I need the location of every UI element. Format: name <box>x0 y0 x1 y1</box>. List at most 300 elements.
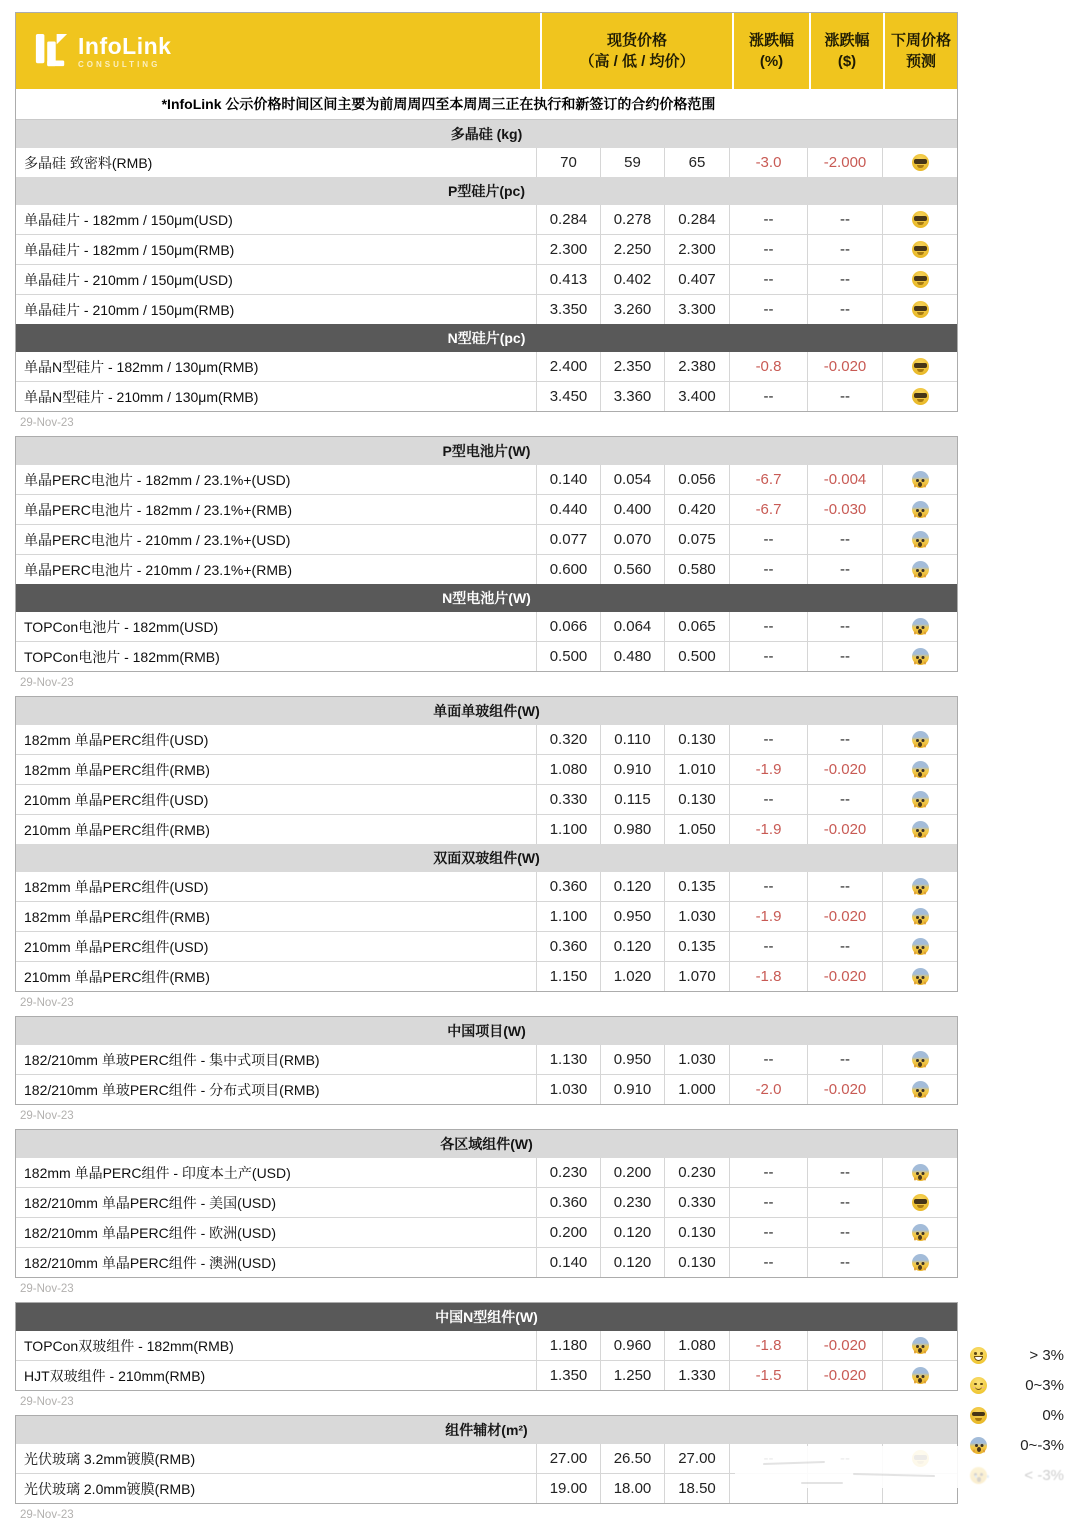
price-avg: 1.000 <box>664 1075 729 1104</box>
table-row <box>16 1247 957 1277</box>
price-avg: 0.075 <box>664 525 729 554</box>
legend-item <box>962 1400 1066 1430</box>
emoji-legend <box>962 1340 1066 1490</box>
section-header: P型电池片(W) <box>16 437 957 465</box>
price-high: 1.100 <box>536 815 600 844</box>
product-name: 单晶N型硅片 - 182mm / 130μm(RMB) <box>24 358 259 375</box>
change-amount: -- <box>807 265 882 294</box>
price-high: 2.300 <box>536 235 600 264</box>
change-amount: -0.020 <box>807 815 882 844</box>
price-avg: 27.00 <box>664 1444 729 1473</box>
price-low: 0.400 <box>600 495 664 524</box>
date-stamp: 29-Nov-23 <box>20 417 74 429</box>
change-percent: -- <box>729 295 807 324</box>
change-amount: -- <box>807 932 882 961</box>
forecast-cell <box>882 295 957 324</box>
scream-emoji-icon <box>912 761 929 778</box>
price-high: 3.350 <box>536 295 600 324</box>
change-amount: -- <box>807 1045 882 1074</box>
price-low: 0.278 <box>600 205 664 234</box>
change-percent: -1.9 <box>729 902 807 931</box>
price-high: 1.350 <box>536 1361 600 1390</box>
price-avg: 1.070 <box>664 962 729 991</box>
price-note: *InfoLink 公示价格时间区间主要为前周周四至本周周三正在执行和新签订的合约价格范围 <box>16 89 957 120</box>
price-avg: 1.050 <box>664 815 729 844</box>
price-avg: 1.080 <box>664 1331 729 1360</box>
forecast-cell <box>882 962 957 991</box>
change-amount: -0.020 <box>807 755 882 784</box>
price-low: 0.230 <box>600 1188 664 1217</box>
sunglasses-emoji-icon <box>912 154 929 171</box>
column-header-change-percent <box>732 13 809 89</box>
column-header-line: （高 / 低 / 均价） <box>579 53 695 70</box>
price-high: 0.066 <box>536 612 600 641</box>
date-stamp: 29-Nov-23 <box>20 1283 74 1295</box>
product-name: 210mm 单晶PERC组件(RMB) <box>24 821 210 838</box>
change-percent: -- <box>729 932 807 961</box>
change-amount: -- <box>807 525 882 554</box>
price-low: 1.250 <box>600 1361 664 1390</box>
change-percent: -- <box>729 1158 807 1187</box>
price-high: 1.100 <box>536 902 600 931</box>
price-avg: 0.135 <box>664 872 729 901</box>
change-amount: -- <box>807 725 882 754</box>
date-stamp: 29-Nov-23 <box>20 1509 74 1521</box>
scream-emoji-icon <box>912 561 929 578</box>
change-amount: -- <box>807 612 882 641</box>
price-table-block <box>15 696 958 992</box>
forecast-cell <box>882 525 957 554</box>
table-row <box>16 352 957 381</box>
price-high: 19.00 <box>536 1474 600 1503</box>
price-high: 0.600 <box>536 555 600 584</box>
column-header-forecast <box>883 13 957 89</box>
forecast-cell <box>882 642 957 671</box>
column-header-line: 下周价格 <box>890 32 951 49</box>
change-percent: -- <box>729 555 807 584</box>
infolink-logo <box>16 13 540 89</box>
change-amount: -- <box>807 872 882 901</box>
legend-label: 0~3% <box>1025 1376 1064 1394</box>
section-header: 各区域组件(W) <box>16 1130 957 1158</box>
table-header <box>16 13 957 89</box>
forecast-cell <box>882 465 957 494</box>
forecast-cell <box>882 1218 957 1247</box>
price-high: 0.360 <box>536 932 600 961</box>
sunglasses-emoji-icon <box>912 358 929 375</box>
forecast-cell <box>882 1331 957 1360</box>
product-name: TOPCon双玻组件 - 182mm(RMB) <box>24 1337 234 1354</box>
price-high: 0.230 <box>536 1158 600 1187</box>
price-avg: 0.580 <box>664 555 729 584</box>
scream-emoji-icon <box>970 1437 987 1454</box>
table-row <box>16 148 957 177</box>
table-row <box>16 294 957 324</box>
change-percent: -- <box>729 1188 807 1217</box>
change-percent: -1.5 <box>729 1361 807 1390</box>
change-percent: -- <box>729 642 807 671</box>
scream-emoji-icon <box>912 968 929 985</box>
change-amount: -- <box>807 1158 882 1187</box>
date-stamp: 29-Nov-23 <box>20 997 74 1009</box>
price-table-block <box>15 12 958 412</box>
price-avg: 0.056 <box>664 465 729 494</box>
product-name: 光伏玻璃 3.2mm镀膜(RMB) <box>24 1450 196 1467</box>
product-name: 182mm 单晶PERC组件(RMB) <box>24 908 210 925</box>
change-amount: -- <box>807 205 882 234</box>
scream-emoji-icon <box>912 1337 929 1354</box>
price-high: 0.284 <box>536 205 600 234</box>
scream-emoji-icon <box>912 1224 929 1241</box>
change-percent: -- <box>729 265 807 294</box>
scream-emoji-icon <box>912 1081 929 1098</box>
change-amount: -- <box>807 382 882 411</box>
change-percent: -0.8 <box>729 352 807 381</box>
table-row <box>16 234 957 264</box>
table-row <box>16 725 957 754</box>
section-header: 单面单玻组件(W) <box>16 697 957 725</box>
price-avg: 0.230 <box>664 1158 729 1187</box>
product-name: 多晶硅 致密料(RMB) <box>24 154 153 171</box>
forecast-cell <box>882 148 957 177</box>
change-percent: -- <box>729 1218 807 1247</box>
forecast-cell <box>882 1188 957 1217</box>
change-amount: -0.030 <box>807 495 882 524</box>
price-high: 0.500 <box>536 642 600 671</box>
forecast-cell <box>882 785 957 814</box>
change-amount: -- <box>807 785 882 814</box>
product-name: 单晶硅片 - 210mm / 150μm(USD) <box>24 271 233 288</box>
price-high: 0.077 <box>536 525 600 554</box>
price-low: 0.480 <box>600 642 664 671</box>
scream-emoji-icon <box>912 618 929 635</box>
forecast-cell <box>882 755 957 784</box>
product-name: 182/210mm 单玻PERC组件 - 集中式项目(RMB) <box>24 1051 320 1068</box>
date-stamp: 29-Nov-23 <box>20 677 74 689</box>
price-low: 0.070 <box>600 525 664 554</box>
forecast-cell <box>882 1361 957 1390</box>
change-percent: -- <box>729 725 807 754</box>
sunglasses-emoji-icon <box>912 271 929 288</box>
price-avg: 0.407 <box>664 265 729 294</box>
table-row <box>16 1331 957 1360</box>
logo-text <box>78 34 171 69</box>
scream-emoji-icon <box>912 531 929 548</box>
change-percent: -6.7 <box>729 495 807 524</box>
price-high: 0.200 <box>536 1218 600 1247</box>
change-amount: -- <box>807 235 882 264</box>
change-percent: -- <box>729 612 807 641</box>
column-header-line: 现货价格 <box>606 32 667 49</box>
table-row <box>16 1074 957 1104</box>
price-low: 0.980 <box>600 815 664 844</box>
scream-emoji-icon <box>912 938 929 955</box>
price-low: 18.00 <box>600 1474 664 1503</box>
price-high: 0.360 <box>536 872 600 901</box>
table-row <box>16 524 957 554</box>
erased-overlay <box>735 1446 961 1488</box>
column-header-line: (%) <box>759 53 784 70</box>
column-header-spot-price <box>540 13 732 89</box>
product-name: 单晶PERC电池片 - 182mm / 23.1%+(RMB) <box>24 501 292 518</box>
table-row <box>16 931 957 961</box>
date-stamp: 29-Nov-23 <box>20 1396 74 1408</box>
change-percent: -1.8 <box>729 962 807 991</box>
price-table-block <box>15 1302 958 1391</box>
change-percent: -- <box>729 785 807 814</box>
price-avg: 3.400 <box>664 382 729 411</box>
table-row <box>16 1360 957 1390</box>
forecast-cell <box>882 872 957 901</box>
product-name: 单晶硅片 - 182mm / 150μm(USD) <box>24 211 233 228</box>
price-low: 0.120 <box>600 932 664 961</box>
price-avg: 3.300 <box>664 295 729 324</box>
change-amount: -0.020 <box>807 962 882 991</box>
price-avg: 0.130 <box>664 1248 729 1277</box>
scream-emoji-icon <box>912 471 929 488</box>
section-header: N型硅片(pc) <box>16 324 957 352</box>
price-avg: 1.010 <box>664 755 729 784</box>
price-high: 0.440 <box>536 495 600 524</box>
product-name: 单晶PERC电池片 - 210mm / 23.1%+(RMB) <box>24 561 292 578</box>
price-low: 2.250 <box>600 235 664 264</box>
price-low: 0.110 <box>600 725 664 754</box>
product-name: 182mm 单晶PERC组件(RMB) <box>24 761 210 778</box>
price-low: 3.360 <box>600 382 664 411</box>
scream-emoji-icon <box>912 821 929 838</box>
price-high: 0.360 <box>536 1188 600 1217</box>
price-table-block <box>15 1016 958 1105</box>
erased-scribble <box>763 1461 825 1465</box>
price-avg: 0.420 <box>664 495 729 524</box>
legend-label: 0~-3% <box>1020 1436 1064 1454</box>
price-avg: 0.330 <box>664 1188 729 1217</box>
price-avg: 1.030 <box>664 902 729 931</box>
table-row <box>16 205 957 234</box>
forecast-cell <box>882 1075 957 1104</box>
change-amount: -0.004 <box>807 465 882 494</box>
table-row <box>16 1187 957 1217</box>
scream-emoji-icon <box>912 648 929 665</box>
change-percent: -- <box>729 382 807 411</box>
sunglasses-emoji-icon <box>912 388 929 405</box>
price-low: 0.120 <box>600 1248 664 1277</box>
price-high: 27.00 <box>536 1444 600 1473</box>
price-low: 3.260 <box>600 295 664 324</box>
change-percent: -- <box>729 872 807 901</box>
legend-item <box>962 1370 1066 1400</box>
change-amount: -0.020 <box>807 1075 882 1104</box>
product-name: 单晶硅片 - 210mm / 150μm(RMB) <box>24 301 235 318</box>
section-header: P型硅片(pc) <box>16 177 957 205</box>
table-row <box>16 641 957 671</box>
price-low: 26.50 <box>600 1444 664 1473</box>
product-name: TOPCon电池片 - 182mm(RMB) <box>24 648 220 665</box>
product-name: 182/210mm 单晶PERC组件 - 欧洲(USD) <box>24 1224 277 1241</box>
price-high: 1.080 <box>536 755 600 784</box>
column-header-line: 涨跌幅 <box>824 32 870 49</box>
change-percent: -- <box>729 1248 807 1277</box>
section-header: 双面双玻组件(W) <box>16 844 957 872</box>
forecast-cell <box>882 1248 957 1277</box>
price-low: 0.950 <box>600 902 664 931</box>
table-row <box>16 1217 957 1247</box>
legend-item <box>962 1460 1066 1490</box>
price-avg: 2.380 <box>664 352 729 381</box>
change-amount: -- <box>807 1188 882 1217</box>
block-sections <box>16 120 957 411</box>
forecast-cell <box>882 382 957 411</box>
table-row <box>16 754 957 784</box>
change-percent: -- <box>729 205 807 234</box>
price-low: 0.950 <box>600 1045 664 1074</box>
change-percent: -- <box>729 525 807 554</box>
price-high: 0.320 <box>536 725 600 754</box>
table-row <box>16 814 957 844</box>
product-name: 单晶硅片 - 182mm / 150μm(RMB) <box>24 241 235 258</box>
erased-scribble <box>853 1473 935 1477</box>
legend-item <box>962 1340 1066 1370</box>
column-header-change-amount <box>809 13 883 89</box>
price-high: 1.030 <box>536 1075 600 1104</box>
change-percent: -1.9 <box>729 815 807 844</box>
price-avg: 1.030 <box>664 1045 729 1074</box>
product-name: 210mm 单晶PERC组件(USD) <box>24 791 209 808</box>
change-amount: -0.020 <box>807 352 882 381</box>
legend-item <box>962 1430 1066 1460</box>
grin-emoji-icon <box>970 1347 987 1364</box>
sunglasses-emoji-icon <box>970 1407 987 1424</box>
table-row <box>16 961 957 991</box>
column-header-line: 涨跌幅 <box>748 32 794 49</box>
scream-emoji-icon <box>912 878 929 895</box>
section-header: 中国项目(W) <box>16 1017 957 1045</box>
change-amount: -0.020 <box>807 1331 882 1360</box>
forecast-cell <box>882 725 957 754</box>
change-amount: -- <box>807 642 882 671</box>
forecast-cell <box>882 495 957 524</box>
price-table-block <box>15 436 958 672</box>
price-high: 2.400 <box>536 352 600 381</box>
forecast-cell <box>882 1045 957 1074</box>
sunglasses-emoji-icon <box>912 211 929 228</box>
scream-emoji-icon <box>912 1367 929 1384</box>
table-row <box>16 554 957 584</box>
price-low: 0.064 <box>600 612 664 641</box>
forecast-cell <box>882 265 957 294</box>
price-avg: 0.130 <box>664 785 729 814</box>
change-percent: -- <box>729 1045 807 1074</box>
table-row <box>16 264 957 294</box>
infolink-logo-icon <box>34 31 68 71</box>
table-row <box>16 494 957 524</box>
price-low: 0.054 <box>600 465 664 494</box>
sob-emoji-icon <box>970 1467 987 1484</box>
price-high: 1.150 <box>536 962 600 991</box>
change-percent: -1.8 <box>729 1331 807 1360</box>
product-name: TOPCon电池片 - 182mm(USD) <box>24 618 219 635</box>
product-name: 单晶PERC电池片 - 182mm / 23.1%+(USD) <box>24 471 291 488</box>
product-name: HJT双玻组件 - 210mm(RMB) <box>24 1367 206 1384</box>
section-header: N型电池片(W) <box>16 584 957 612</box>
price-avg: 0.500 <box>664 642 729 671</box>
table-row <box>16 784 957 814</box>
change-amount: -- <box>807 555 882 584</box>
product-name: 210mm 单晶PERC组件(RMB) <box>24 968 210 985</box>
price-table-block <box>15 1129 958 1278</box>
forecast-cell <box>882 815 957 844</box>
product-name: 210mm 单晶PERC组件(USD) <box>24 938 209 955</box>
logo-brand: InfoLink <box>78 32 172 59</box>
section-header: 中国N型组件(W) <box>16 1303 957 1331</box>
price-high: 1.130 <box>536 1045 600 1074</box>
logo-sub: CONSULTING <box>78 59 161 69</box>
section-header: 多晶硅 (kg) <box>16 120 957 148</box>
change-amount: -- <box>807 295 882 324</box>
price-avg: 0.065 <box>664 612 729 641</box>
forecast-cell <box>882 932 957 961</box>
price-low: 0.120 <box>600 1218 664 1247</box>
erased-scribble <box>801 1482 843 1484</box>
product-name: 单晶N型硅片 - 210mm / 130μm(RMB) <box>24 388 259 405</box>
table-row <box>16 1158 957 1187</box>
forecast-cell <box>882 1158 957 1187</box>
price-low: 0.200 <box>600 1158 664 1187</box>
price-high: 0.140 <box>536 465 600 494</box>
price-avg: 0.284 <box>664 205 729 234</box>
forecast-cell <box>882 205 957 234</box>
sunglasses-emoji-icon <box>912 241 929 258</box>
price-high: 0.140 <box>536 1248 600 1277</box>
sunglasses-emoji-icon <box>912 1194 929 1211</box>
table-row <box>16 381 957 411</box>
scream-emoji-icon <box>912 731 929 748</box>
product-name: 182mm 单晶PERC组件(USD) <box>24 731 209 748</box>
price-low: 0.115 <box>600 785 664 814</box>
legend-label: < -3% <box>1024 1466 1064 1484</box>
product-name: 182mm 单晶PERC组件 - 印度本土产(USD) <box>24 1164 291 1181</box>
scream-emoji-icon <box>912 501 929 518</box>
forecast-cell <box>882 352 957 381</box>
price-avg: 65 <box>664 148 729 177</box>
table-row <box>16 612 957 641</box>
price-report <box>15 12 958 1528</box>
table-row <box>16 872 957 901</box>
sunglasses-emoji-icon <box>912 301 929 318</box>
scream-emoji-icon <box>912 1254 929 1271</box>
price-low: 2.350 <box>600 352 664 381</box>
price-high: 1.180 <box>536 1331 600 1360</box>
product-name: 单晶PERC电池片 - 210mm / 23.1%+(USD) <box>24 531 291 548</box>
change-amount: -2.000 <box>807 148 882 177</box>
table-row <box>16 1045 957 1074</box>
change-amount: -0.020 <box>807 902 882 931</box>
scream-emoji-icon <box>912 1051 929 1068</box>
price-low: 0.560 <box>600 555 664 584</box>
change-percent: -3.0 <box>729 148 807 177</box>
column-header-line: ($) <box>837 53 857 70</box>
forecast-cell <box>882 555 957 584</box>
legend-label: > 3% <box>1029 1346 1064 1364</box>
table-row <box>16 465 957 494</box>
change-amount: -- <box>807 1218 882 1247</box>
table-row <box>16 901 957 931</box>
price-low: 0.910 <box>600 755 664 784</box>
change-percent: -1.9 <box>729 755 807 784</box>
date-stamp: 29-Nov-23 <box>20 1110 74 1122</box>
product-name: 182/210mm 单玻PERC组件 - 分布式项目(RMB) <box>24 1081 320 1098</box>
forecast-cell <box>882 235 957 264</box>
